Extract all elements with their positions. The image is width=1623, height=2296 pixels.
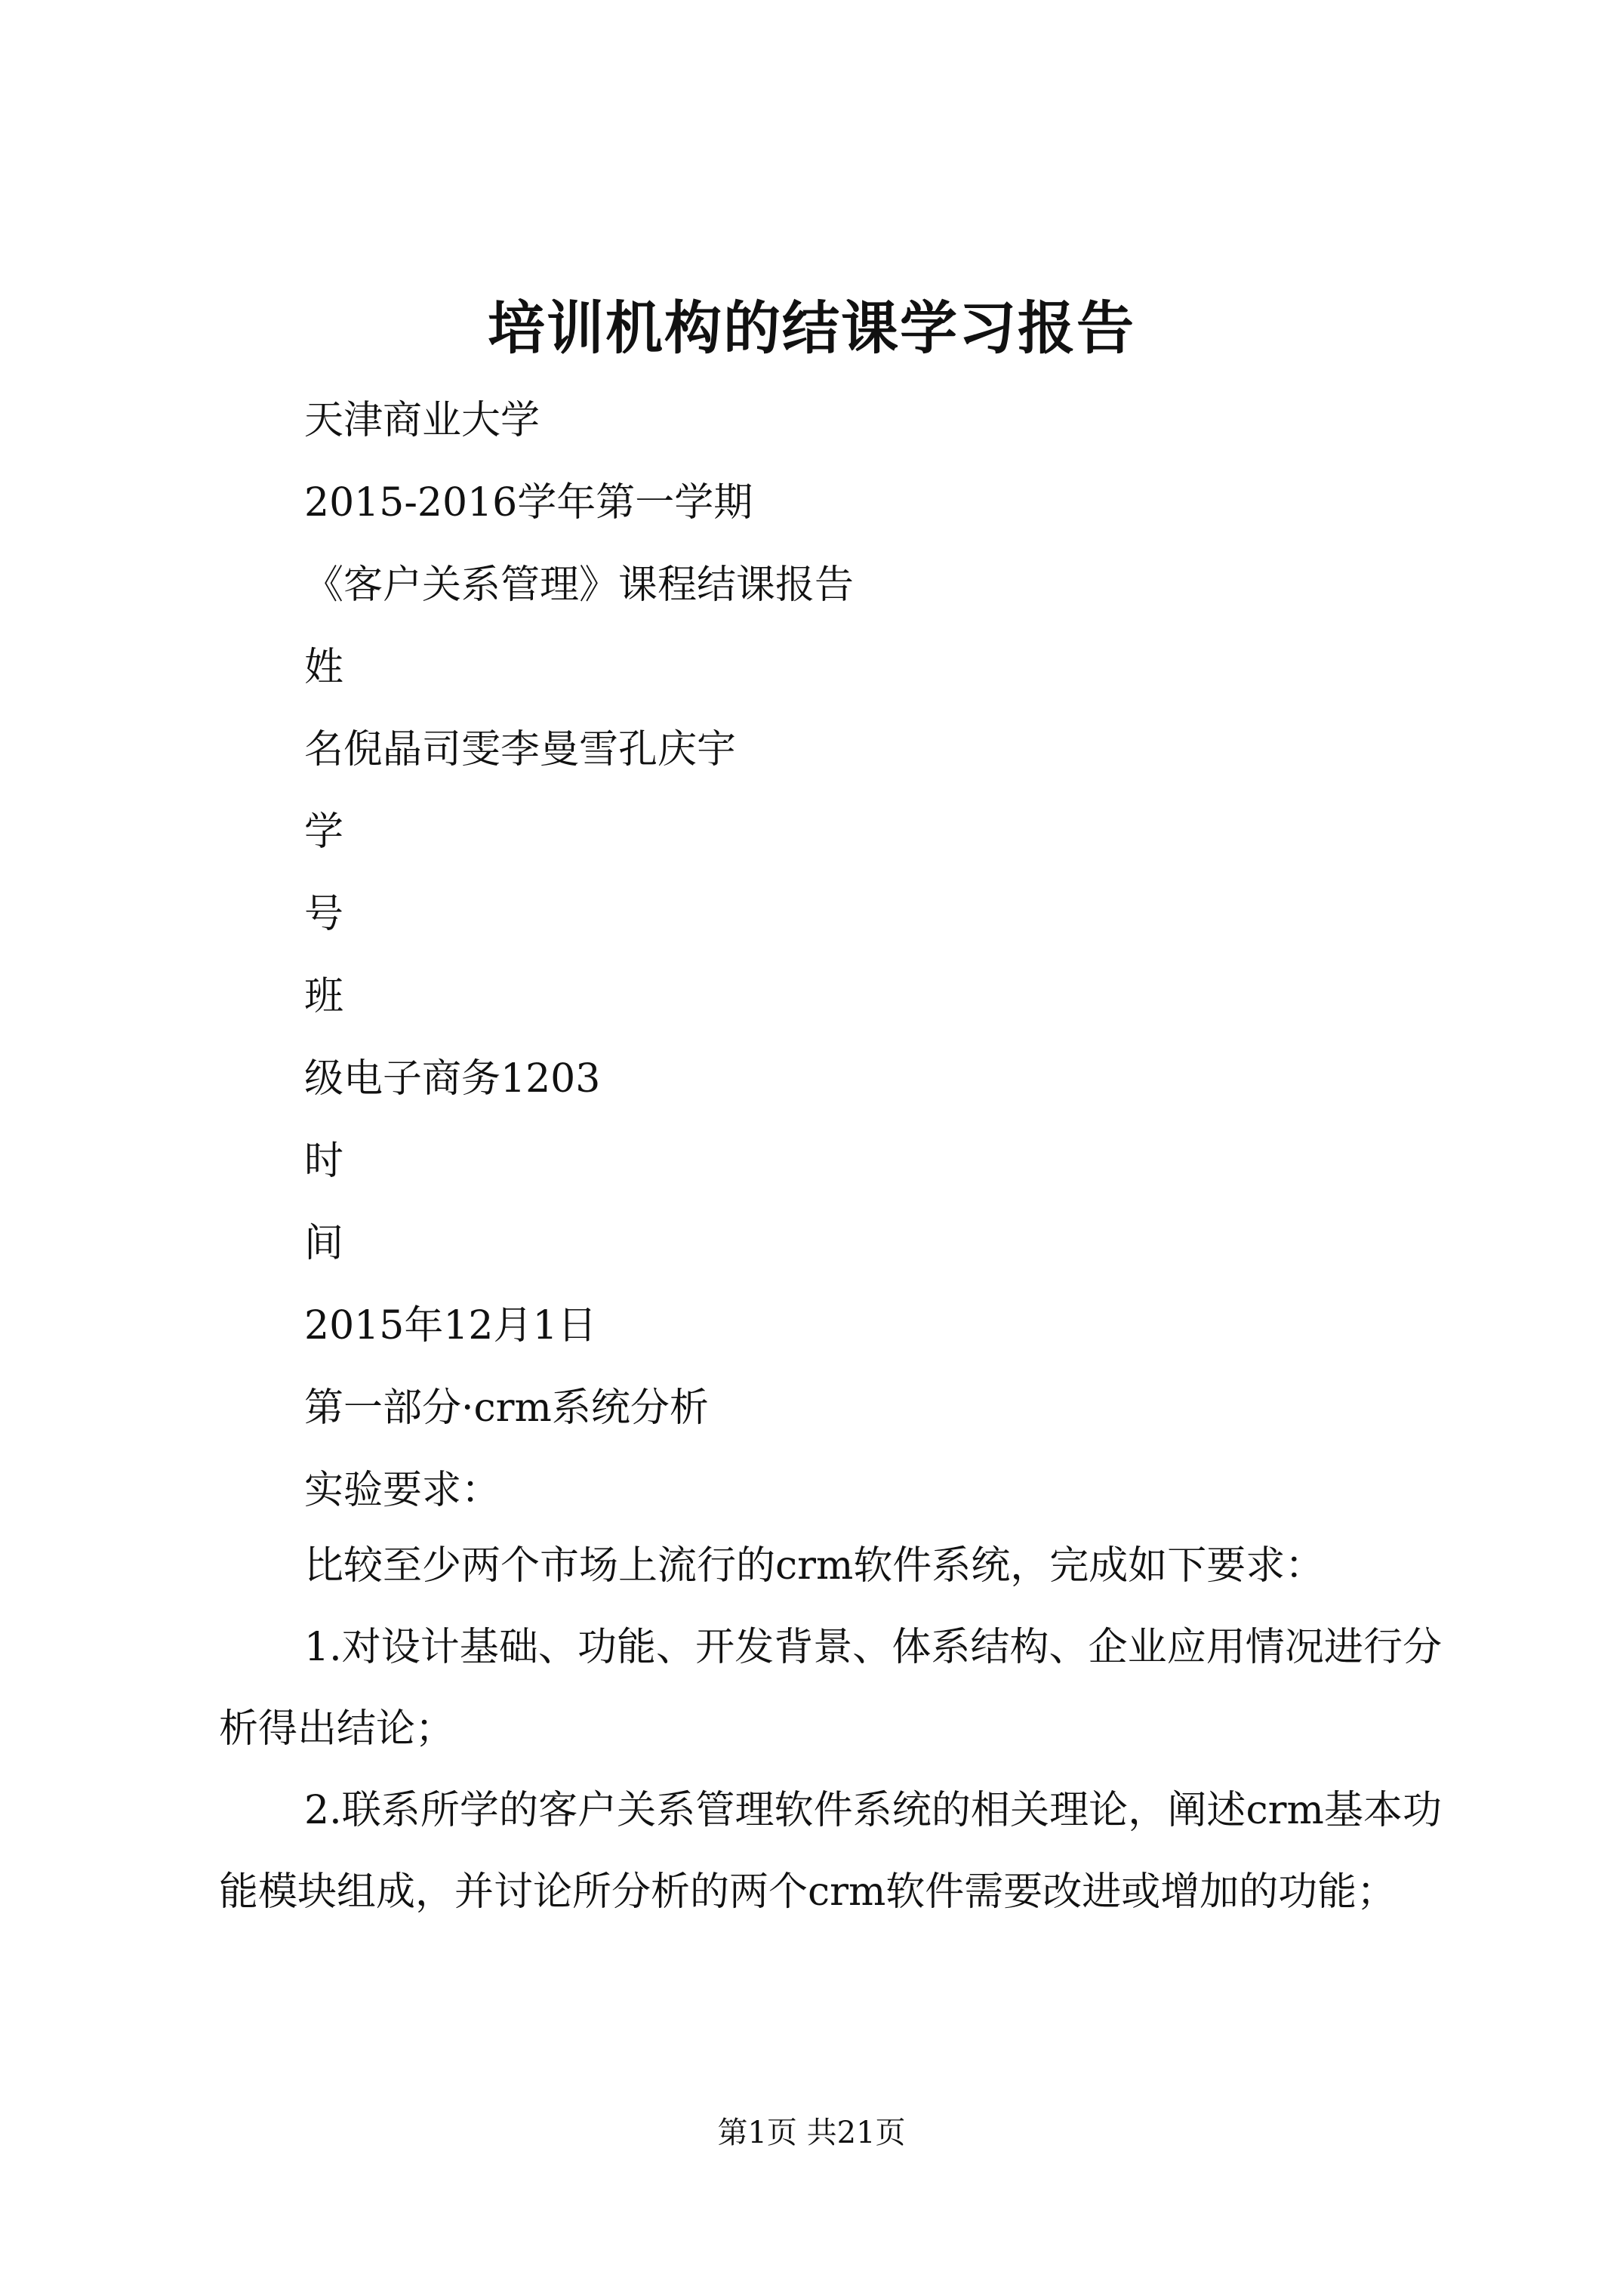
text-line-time-label-2: 间 [304,1221,344,1266]
text-line-id-label-1: 学 [304,809,344,855]
text-line-semester: 2015-2016学年第一学期 [304,480,753,525]
document-title: 培训机构的结课学习报告 [488,294,1135,362]
text-line-section-heading: 第一部分·crm系统分析 [304,1385,709,1431]
text-line-date: 2015年12月1日 [304,1303,597,1348]
text-line-name-value: 名倪晶司雯李曼雪孔庆宇 [304,727,737,772]
text-line-id-label-2: 号 [304,892,344,937]
text-line-class-value: 级电子商务1203 [304,1056,601,1102]
text-line-class-label-1: 班 [304,974,344,1019]
text-line-requirements-heading: 实验要求： [304,1468,501,1513]
paragraph-intro: 比较至少两个市场上流行的crm软件系统，完成如下要求： [304,1543,1325,1589]
page-footer: 第1页 共21页 [717,2116,906,2150]
text-line-time-label-1: 时 [304,1139,344,1184]
text-line-name-label-1: 姓 [304,645,344,690]
paragraph-requirement-2: 2.联系所学的客户关系管理软件系统的相关理论，阐述crm基本功能模块组成，并讨论所分析的两个crm软件需要改进或增加的功能； [219,1788,1442,1915]
text-line-course-report: 《客户关系管理》课程结课报告 [304,562,855,608]
paragraph-requirement-1: 1.对设计基础、功能、开发背景、体系结构、企业应用情况进行分析得出结论； [219,1625,1442,1752]
text-line-university: 天津商业大学 [304,398,540,443]
